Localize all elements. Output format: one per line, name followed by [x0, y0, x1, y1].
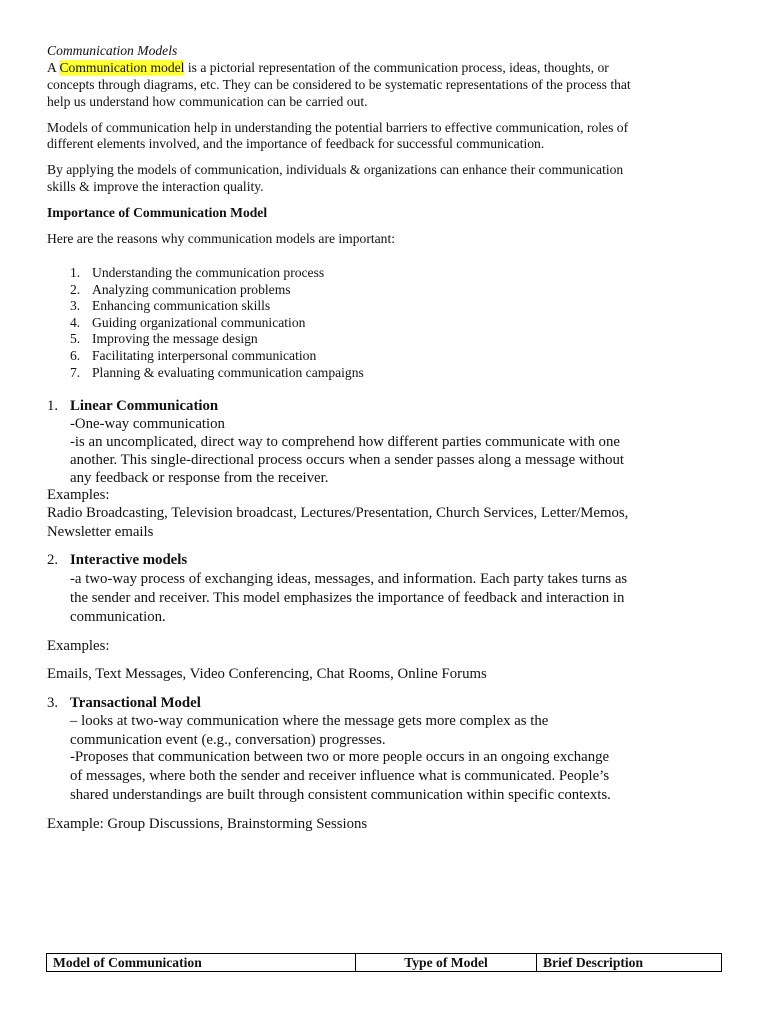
table-header-type: Type of Model — [356, 954, 537, 972]
reason-item — [70, 298, 270, 315]
intro-line-2: concepts through diagrams, etc. They can be considered to be systematic representations of the process that — [47, 77, 631, 92]
interactive-examples: Emails, Text Messages, Video Conferencing, Chat Rooms, Online Forums — [47, 666, 487, 682]
reason-item — [70, 282, 291, 299]
reason-item — [70, 348, 316, 365]
transactional-example: Example: Group Discussions, Brainstorming Sessions — [47, 816, 368, 832]
reason-number: 7. — [70, 365, 81, 380]
para3-line-1: By applying the models of communication, individuals & organizations can enhance their communication — [47, 162, 624, 177]
transactional-line-3: -Proposes that communication between two or more people occurs in an ongoing exchange — [70, 749, 610, 765]
linear-examples-line-1: Radio Broadcasting, Television broadcast, Lectures/Presentation, Church Services, Letter/Memos, — [47, 505, 629, 521]
intro-line-1-rest: is a pictorial representation of the communication process, ideas, thoughts, or — [187, 60, 609, 75]
transactional-line-1: – looks at two-way communication where the message gets more complex as the — [70, 713, 549, 729]
reason-text: Enhancing communication skills — [92, 298, 271, 313]
intro-line-1 — [47, 60, 609, 77]
transactional-line-5: shared understandings are built through consistent communication within specific contexts. — [70, 787, 611, 803]
section-heading: Transactional Model — [70, 695, 201, 711]
reason-text: Improving the message design — [92, 331, 258, 346]
reason-text: Planning & evaluating communication campaigns — [92, 365, 364, 380]
section-number: 2. — [47, 552, 59, 568]
interactive-heading — [47, 551, 187, 570]
para2-line-1: Models of communication help in understanding the potential barriers to effective communication, roles of — [47, 120, 629, 135]
intro-line-3: help us understand how communication can be carried out. — [47, 94, 368, 109]
linear-line-3: another. This single-directional process occurs when a sender passes along a message without — [70, 452, 625, 468]
linear-heading — [47, 397, 218, 416]
interactive-line-2: the sender and receiver. This model emphasizes the importance of feedback and interaction in — [70, 590, 625, 606]
models-table — [46, 953, 722, 972]
linear-examples-line-2: Newsletter emails — [47, 524, 154, 540]
importance-heading: Importance of Communication Model — [47, 205, 268, 220]
para3-line-2: skills & improve the interaction quality. — [47, 179, 264, 194]
reason-item — [70, 315, 305, 332]
linear-line-4: any feedback or response from the receiver. — [70, 470, 329, 486]
reason-text: Understanding the communication process — [92, 265, 325, 280]
document-title: Communication Models — [47, 43, 178, 58]
reason-item — [70, 365, 364, 382]
interactive-examples-label: Examples: — [47, 638, 110, 654]
reason-number: 4. — [70, 315, 81, 330]
section-number: 3. — [47, 695, 59, 711]
reason-item — [70, 331, 258, 348]
linear-line-1: -One-way communication — [70, 416, 225, 432]
reason-text: Analyzing communication problems — [92, 282, 291, 297]
table-header-description: Brief Description — [537, 954, 722, 972]
transactional-heading — [47, 694, 201, 713]
reason-text: Guiding organizational communication — [92, 315, 306, 330]
reason-number: 6. — [70, 348, 81, 363]
reason-item — [70, 265, 324, 282]
transactional-line-4: of messages, where both the sender and receiver influence what is communicated. People’s — [70, 768, 610, 784]
para2-line-2: different elements involved, and the importance of feedback for successful communication. — [47, 136, 545, 151]
reason-number: 2. — [70, 282, 81, 297]
interactive-line-3: communication. — [70, 609, 166, 625]
interactive-line-1: -a two-way process of exchanging ideas, messages, and information. Each party takes turns as — [70, 571, 628, 587]
table-header-row — [47, 954, 722, 972]
section-heading: Interactive models — [70, 552, 188, 568]
highlighted-term: Communication model — [59, 60, 185, 75]
section-number: 1. — [47, 398, 59, 414]
intro-prefix: A — [47, 60, 57, 75]
reason-number: 3. — [70, 298, 81, 313]
reason-number: 5. — [70, 331, 81, 346]
importance-intro: Here are the reasons why communication models are important: — [47, 231, 396, 246]
table-header-model: Model of Communication — [47, 954, 356, 972]
reason-number: 1. — [70, 265, 81, 280]
linear-line-2: -is an uncomplicated, direct way to comprehend how different parties communicate with one — [70, 434, 620, 450]
reason-text: Facilitating interpersonal communication — [92, 348, 317, 363]
section-heading: Linear Communication — [70, 398, 219, 414]
linear-examples-label: Examples: — [47, 487, 110, 503]
transactional-line-2: communication event (e.g., conversation) progresses. — [70, 732, 386, 748]
